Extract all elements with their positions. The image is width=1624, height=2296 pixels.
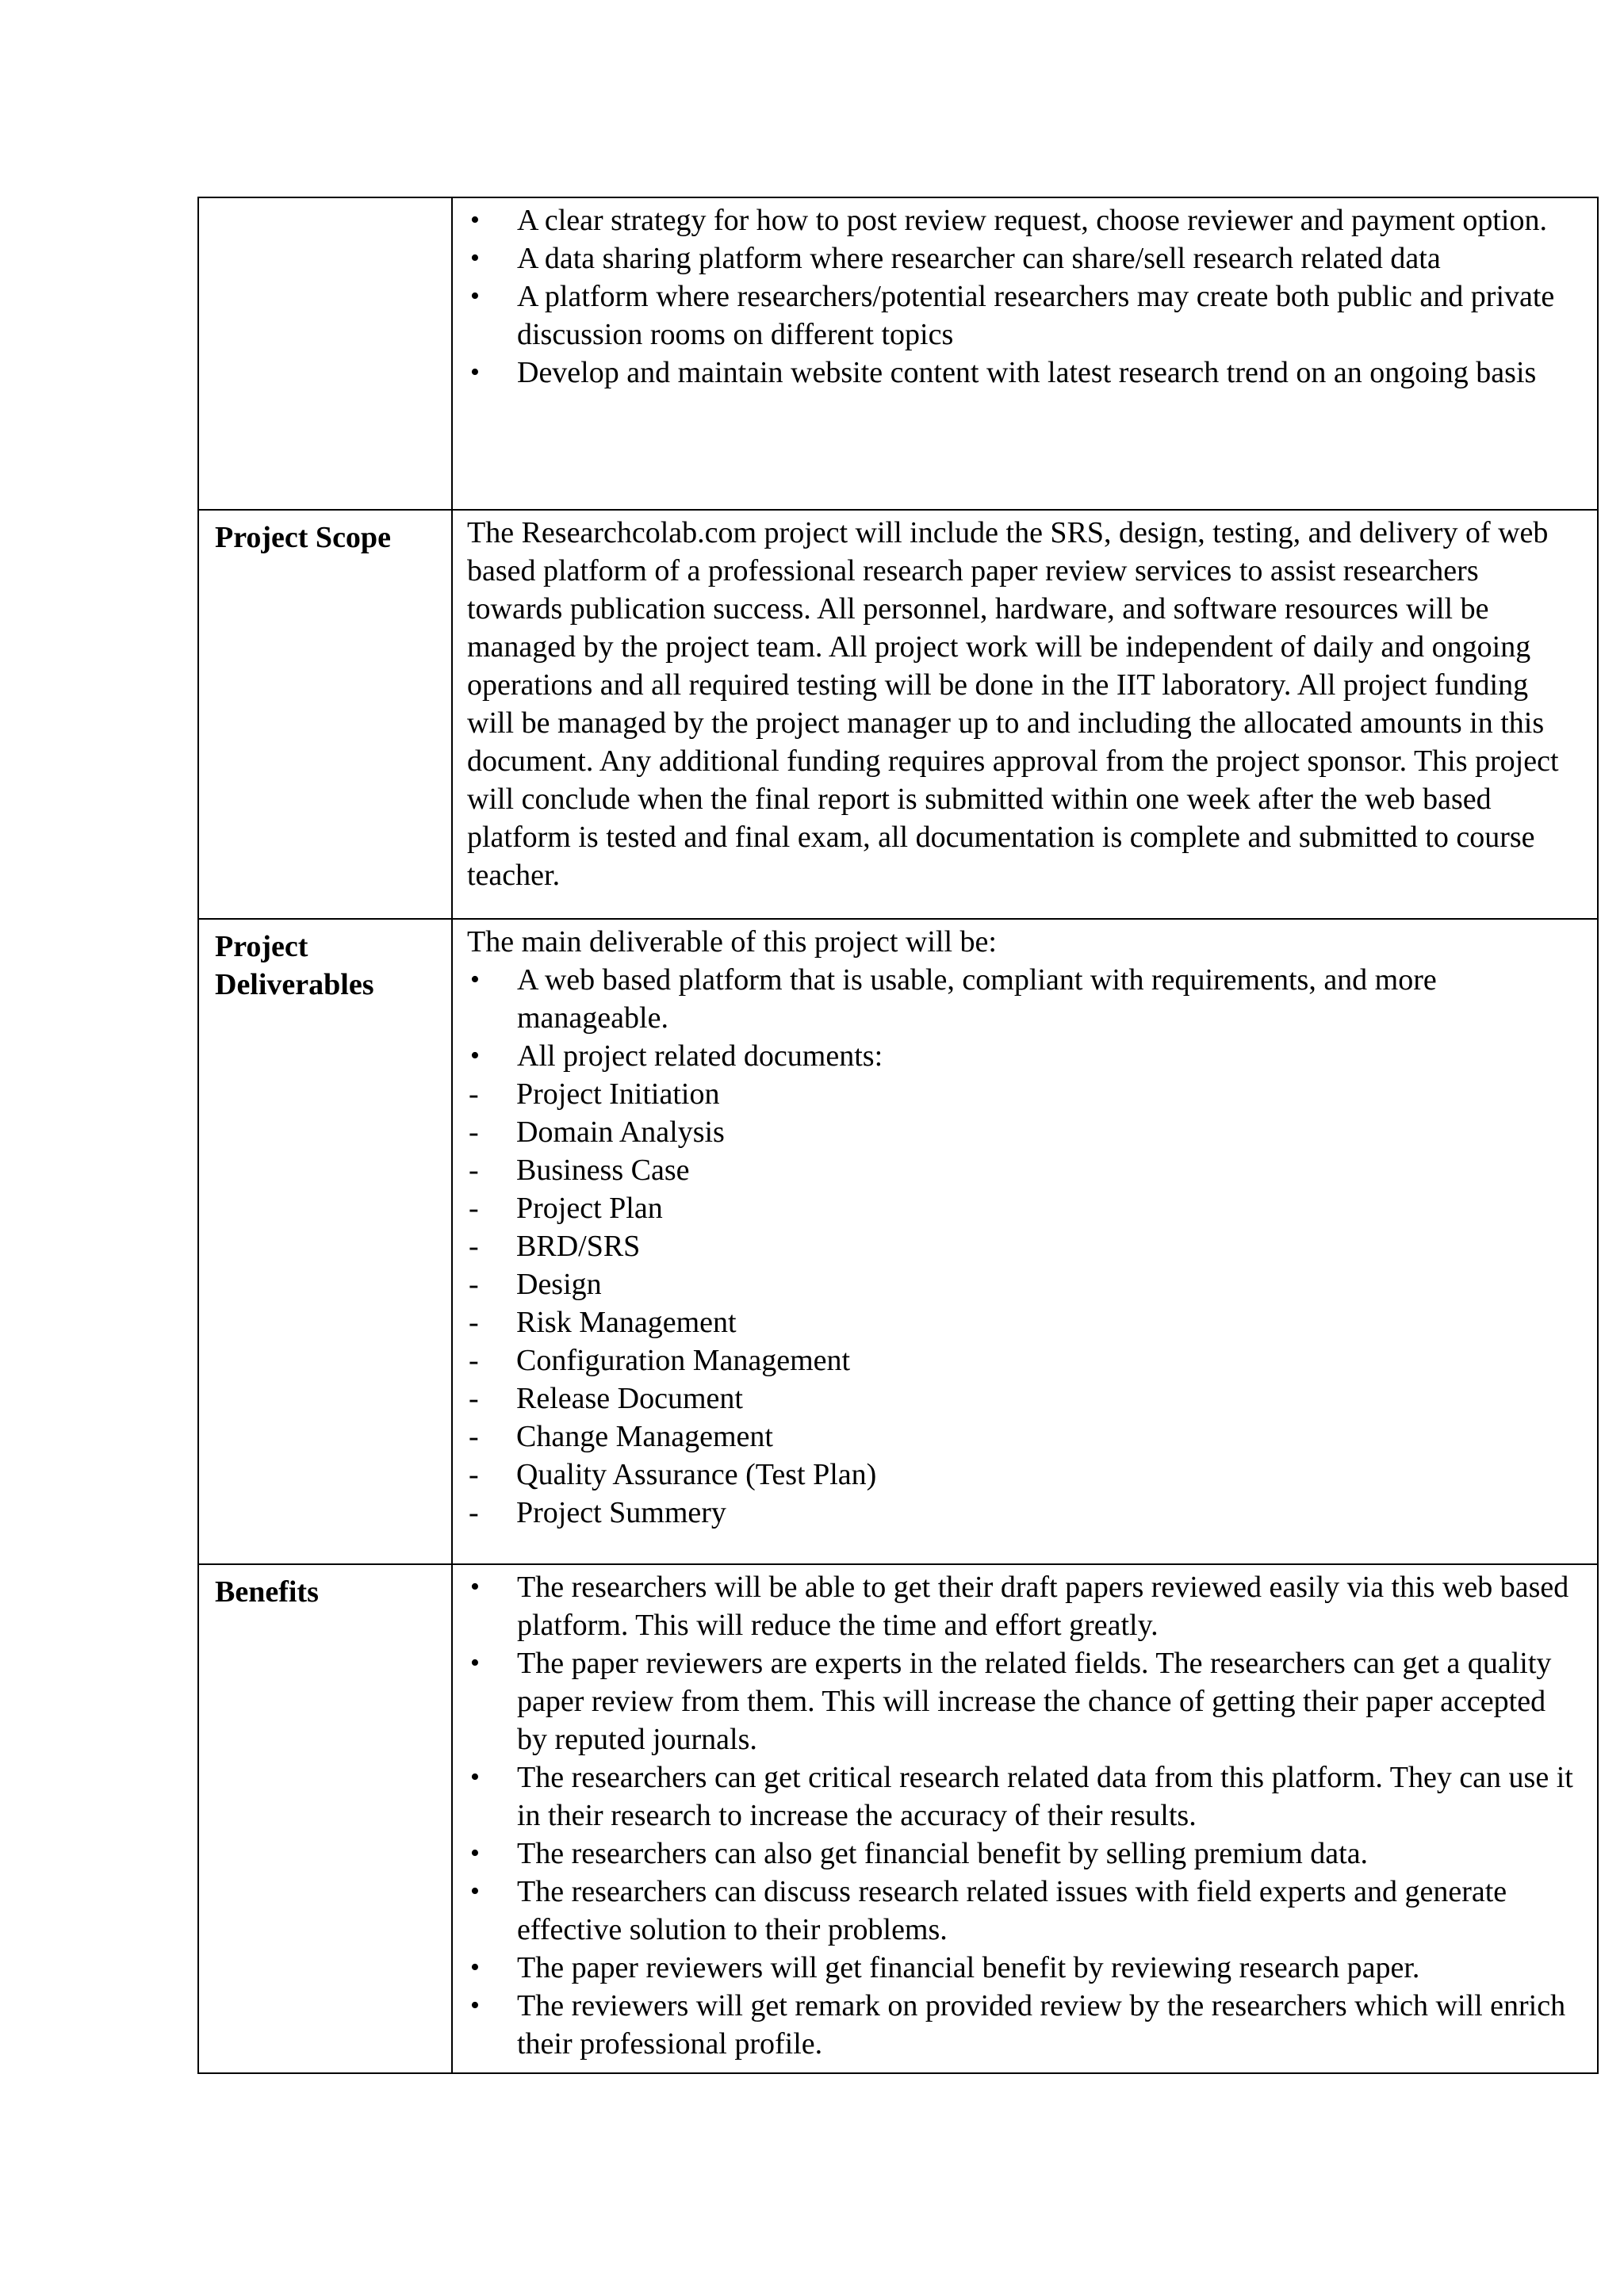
document-item: - Project Plan — [467, 1189, 1580, 1227]
list-item: • The reviewers will get remark on provided review by the researchers which will enrich their professional profile. — [467, 1987, 1580, 2063]
list-item: • Develop and maintain website content with latest research trend on an ongoing basis — [467, 354, 1580, 392]
scope-text: The Researchcolab.com project will include the SRS, design, testing, and delivery of web based platform of a professional research paper review services to assist researchers towards publication success. All personnel, hardware, and software resources will be managed by the project team. All project work will be independent of daily and ongoing operations and all required testing will be done in the IIT laboratory. All project funding will be managed by the project manager up to and including the allocated amounts in this document. Any additional funding requires approval from the project sponsor. This project will conclude when the final report is submitted within one week after the web based platform is tested and final exam, all documentation is complete and submitted to course teacher. — [467, 516, 1559, 892]
benefits-list — [467, 1568, 1580, 2063]
benefits-row — [198, 1564, 1598, 2073]
objectives-label — [199, 198, 451, 206]
benefits-label: Benefits — [215, 1575, 319, 1609]
document-item: - Domain Analysis — [467, 1113, 1580, 1151]
scope-content-cell — [452, 510, 1598, 919]
list-item — [467, 1037, 1580, 1075]
benefits-content-cell — [452, 1564, 1598, 2073]
list-item: • A web based platform that is usable, compliant with requirements, and more manageable. — [467, 961, 1580, 1037]
document-item: - Change Management — [467, 1418, 1580, 1456]
deliverables-label — [199, 920, 451, 1004]
list-item: • The researchers can get critical research related data from this platform. They can use it in their research to increase the accuracy of their results. — [467, 1758, 1580, 1835]
deliverables-row — [198, 919, 1598, 1564]
project-charter-table — [197, 197, 1599, 2074]
document-item: - Quality Assurance (Test Plan) — [467, 1456, 1580, 1494]
list-item: • The researchers can also get financial benefit by selling premium data. — [467, 1835, 1580, 1873]
deliverables-label-cell — [198, 919, 452, 1564]
deliverables-intro: The main deliverable of this project will be: — [467, 925, 997, 959]
document-item: - Business Case — [467, 1151, 1580, 1189]
deliverables-label-line1: Project — [215, 930, 308, 963]
objectives-content-cell — [452, 197, 1598, 510]
scope-row — [198, 510, 1598, 919]
document-item: - Risk Management — [467, 1303, 1580, 1341]
list-item: • The researchers can discuss research related issues with field experts and generate effective solution to their problems. — [467, 1873, 1580, 1949]
document-item: - Configuration Management — [467, 1341, 1580, 1380]
list-item: • The paper reviewers will get financial benefit by reviewing research paper. — [467, 1949, 1580, 1987]
documents-list — [467, 1075, 1580, 1532]
list-item: • A data sharing platform where researcher can share/sell research related data — [467, 239, 1580, 277]
deliverables-content-cell — [452, 919, 1598, 1564]
list-item: • A clear strategy for how to post review request, choose reviewer and payment option. — [467, 201, 1580, 239]
objectives-list — [467, 201, 1580, 392]
objectives-row — [198, 197, 1598, 510]
document-item: - Project Initiation — [467, 1075, 1580, 1113]
list-item: • A platform where researchers/potential researchers may create both public and private discussion rooms on different topics — [467, 277, 1580, 354]
documents-heading: All project related documents: — [517, 1039, 883, 1073]
list-item: • The paper reviewers are experts in the related fields. The researchers can get a quality paper review from them. This will increase the chance of getting their paper accepted by reputed journals. — [467, 1644, 1580, 1758]
scope-label: Project Scope — [215, 521, 391, 554]
document-item: - Project Summery — [467, 1494, 1580, 1532]
list-item: • The researchers will be able to get their draft papers reviewed easily via this web based platform. This will reduce the time and effort greatly. — [467, 1568, 1580, 1644]
document-item: - BRD/SRS — [467, 1227, 1580, 1265]
deliverables-list — [467, 961, 1580, 1075]
document-item: - Design — [467, 1265, 1580, 1303]
objectives-label-cell — [198, 197, 452, 510]
benefits-label-cell — [198, 1564, 452, 2073]
document-item: - Release Document — [467, 1380, 1580, 1418]
deliverables-label-line2: Deliverables — [215, 968, 374, 1001]
scope-label-cell — [198, 510, 452, 919]
